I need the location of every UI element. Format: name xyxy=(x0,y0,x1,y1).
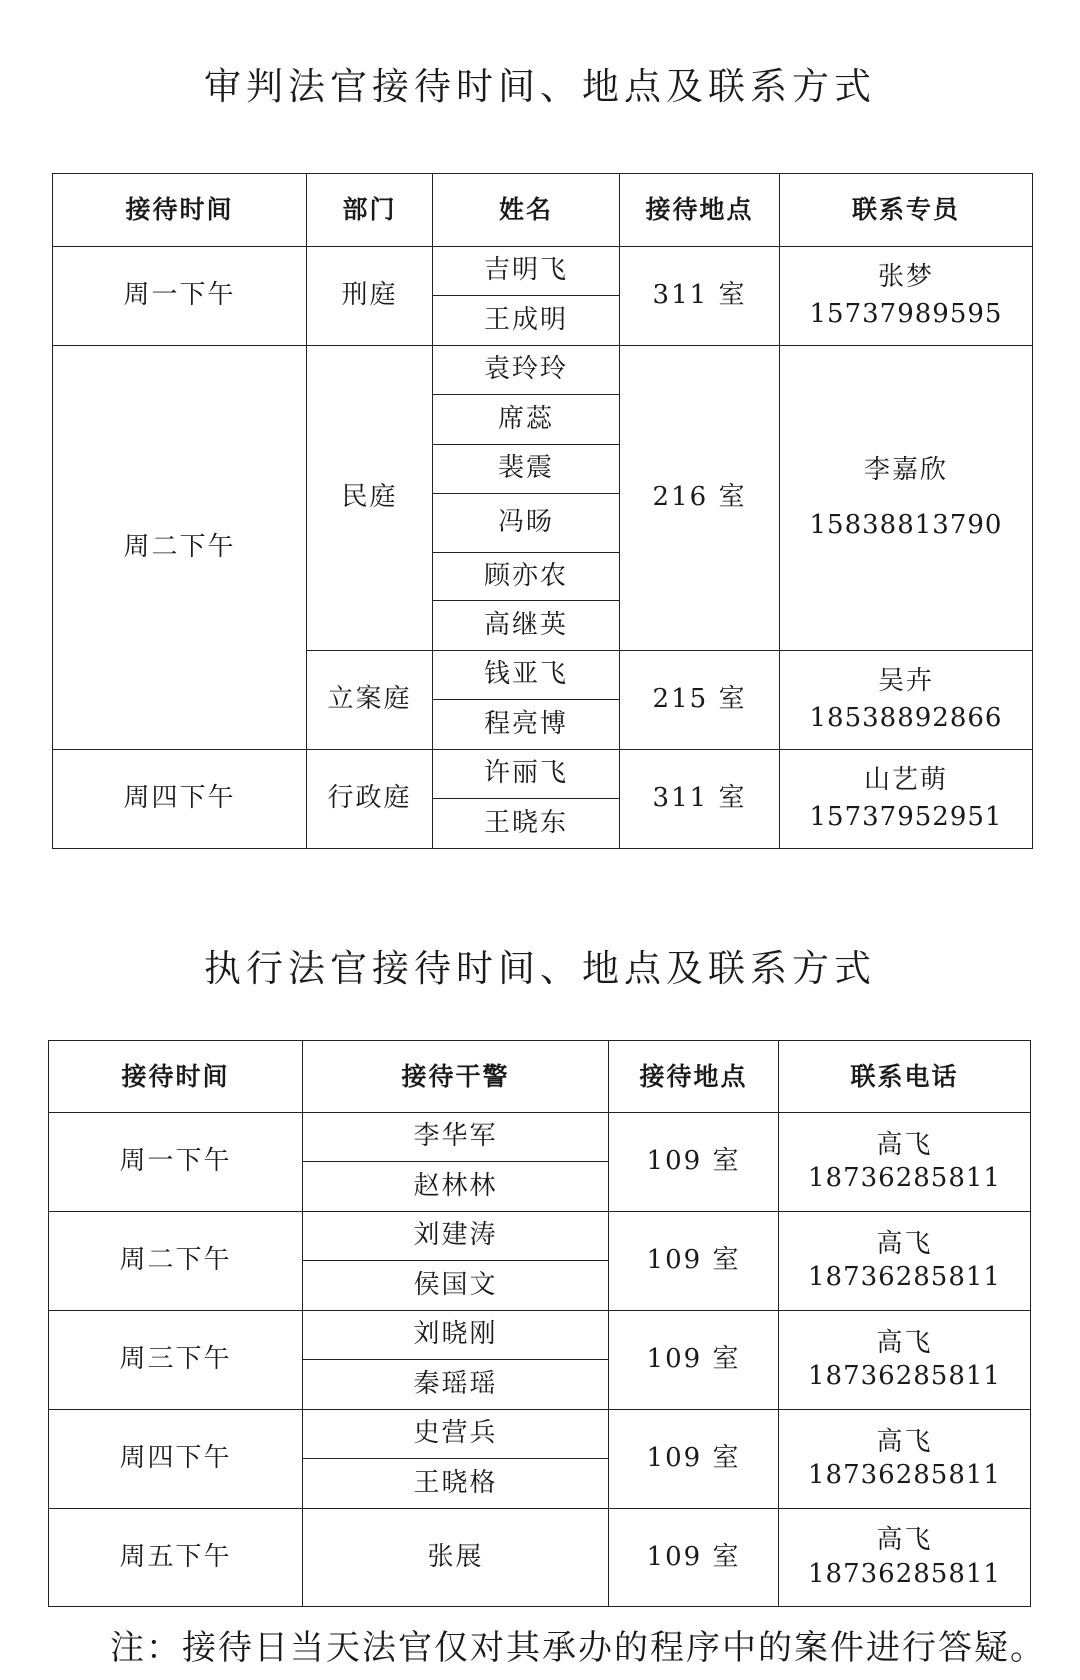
contact-cell xyxy=(780,651,1033,750)
contact-name: 高飞 xyxy=(876,1327,933,1358)
officer-name: 王晓格 xyxy=(303,1459,609,1509)
judge-name: 袁玲玲 xyxy=(433,346,620,395)
header-dept: 部门 xyxy=(307,174,433,247)
contact-name: 张梦 xyxy=(877,261,934,292)
contact-name: 高飞 xyxy=(876,1228,933,1259)
reception-room: 109 室 xyxy=(609,1509,779,1607)
department: 刑庭 xyxy=(307,247,433,346)
reception-room: 215 室 xyxy=(620,651,780,750)
department: 立案庭 xyxy=(307,651,433,750)
header-location: 接待地点 xyxy=(620,174,780,247)
contact-phone: 18736285811 xyxy=(808,1460,1001,1490)
reception-time: 周二下午 xyxy=(49,1212,303,1311)
judge-name: 王晓东 xyxy=(433,799,620,849)
table-row xyxy=(49,1212,1031,1261)
judge-name: 冯旸 xyxy=(433,494,620,553)
contact-name: 山艺萌 xyxy=(863,764,948,795)
reception-time: 周四下午 xyxy=(49,1410,303,1509)
contact-cell xyxy=(780,750,1033,849)
table-row xyxy=(49,1311,1031,1360)
judge-name: 许丽飞 xyxy=(433,750,620,799)
contact-cell xyxy=(780,247,1033,346)
contact-cell xyxy=(780,346,1033,651)
table-row xyxy=(49,1410,1031,1459)
trial-judges-title: 审判法官接待时间、地点及联系方式 xyxy=(204,65,876,108)
header-officer: 接待干警 xyxy=(303,1041,609,1113)
header-location: 接待地点 xyxy=(609,1041,779,1113)
table-header-row xyxy=(53,174,1033,247)
judge-name: 钱亚飞 xyxy=(433,651,620,700)
contact-cell xyxy=(779,1212,1031,1311)
contact-name: 吴卉 xyxy=(877,665,934,696)
judge-name: 顾亦农 xyxy=(433,553,620,601)
table-row xyxy=(49,1113,1031,1162)
officer-name: 李华军 xyxy=(303,1113,609,1162)
reception-room: 311 室 xyxy=(620,247,780,346)
judge-name: 吉明飞 xyxy=(433,247,620,296)
department: 行政庭 xyxy=(307,750,433,849)
reception-time: 周二下午 xyxy=(53,346,307,750)
header-name: 姓名 xyxy=(433,174,620,247)
contact-phone: 15838813790 xyxy=(809,510,1003,540)
contact-name: 李嘉欣 xyxy=(863,454,948,485)
officer-name: 秦瑶瑶 xyxy=(303,1360,609,1410)
contact-name: 高飞 xyxy=(876,1129,933,1160)
judge-name: 王成明 xyxy=(433,296,620,346)
table-row xyxy=(53,346,1033,395)
contact-phone: 18538892866 xyxy=(809,703,1003,733)
contact-phone: 18736285811 xyxy=(808,1163,1001,1193)
contact-phone: 18736285811 xyxy=(808,1262,1001,1292)
judge-name: 席蕊 xyxy=(433,395,620,445)
table-row xyxy=(53,247,1033,296)
trial-judges-table xyxy=(52,173,1033,849)
header-time: 接待时间 xyxy=(49,1041,303,1113)
contact-name: 高飞 xyxy=(876,1525,933,1556)
department: 民庭 xyxy=(307,346,433,651)
reception-time: 周四下午 xyxy=(53,750,307,849)
reception-time: 周一下午 xyxy=(53,247,307,346)
reception-time: 周三下午 xyxy=(49,1311,303,1410)
officer-name: 史营兵 xyxy=(303,1410,609,1459)
contact-cell xyxy=(779,1509,1031,1607)
officer-name: 刘晓刚 xyxy=(303,1311,609,1360)
contact-name: 高飞 xyxy=(876,1426,933,1457)
officer-name: 张展 xyxy=(303,1509,609,1607)
judge-name: 高继英 xyxy=(433,601,620,651)
reception-room: 109 室 xyxy=(609,1212,779,1311)
header-contact: 联系专员 xyxy=(780,174,1033,247)
contact-phone: 15737989595 xyxy=(809,299,1003,329)
officer-name: 赵林林 xyxy=(303,1162,609,1212)
reception-room: 109 室 xyxy=(609,1410,779,1509)
header-phone: 联系电话 xyxy=(779,1041,1031,1113)
table-header-row xyxy=(49,1041,1031,1113)
reception-room: 109 室 xyxy=(609,1113,779,1212)
execution-judges-table xyxy=(48,1040,1031,1607)
officer-name: 刘建涛 xyxy=(303,1212,609,1261)
contact-phone: 15737952951 xyxy=(809,802,1003,832)
judge-name: 程亮博 xyxy=(433,700,620,750)
contact-phone: 18736285811 xyxy=(808,1361,1001,1391)
table-row xyxy=(49,1509,1031,1607)
table-row xyxy=(53,750,1033,799)
judge-name: 裴震 xyxy=(433,445,620,494)
officer-name: 侯国文 xyxy=(303,1261,609,1311)
footnote: 注：接待日当天法官仅对其承办的程序中的案件进行答疑。 xyxy=(110,1628,1046,1668)
contact-phone: 18736285811 xyxy=(808,1558,1001,1589)
header-time: 接待时间 xyxy=(53,174,307,247)
contact-cell xyxy=(779,1113,1031,1212)
reception-room: 216 室 xyxy=(620,346,780,651)
reception-room: 311 室 xyxy=(620,750,780,849)
reception-time: 周一下午 xyxy=(49,1113,303,1212)
contact-cell xyxy=(779,1410,1031,1509)
execution-judges-title: 执行法官接待时间、地点及联系方式 xyxy=(204,947,876,990)
contact-cell xyxy=(779,1311,1031,1410)
reception-room: 109 室 xyxy=(609,1311,779,1410)
reception-time: 周五下午 xyxy=(49,1509,303,1607)
